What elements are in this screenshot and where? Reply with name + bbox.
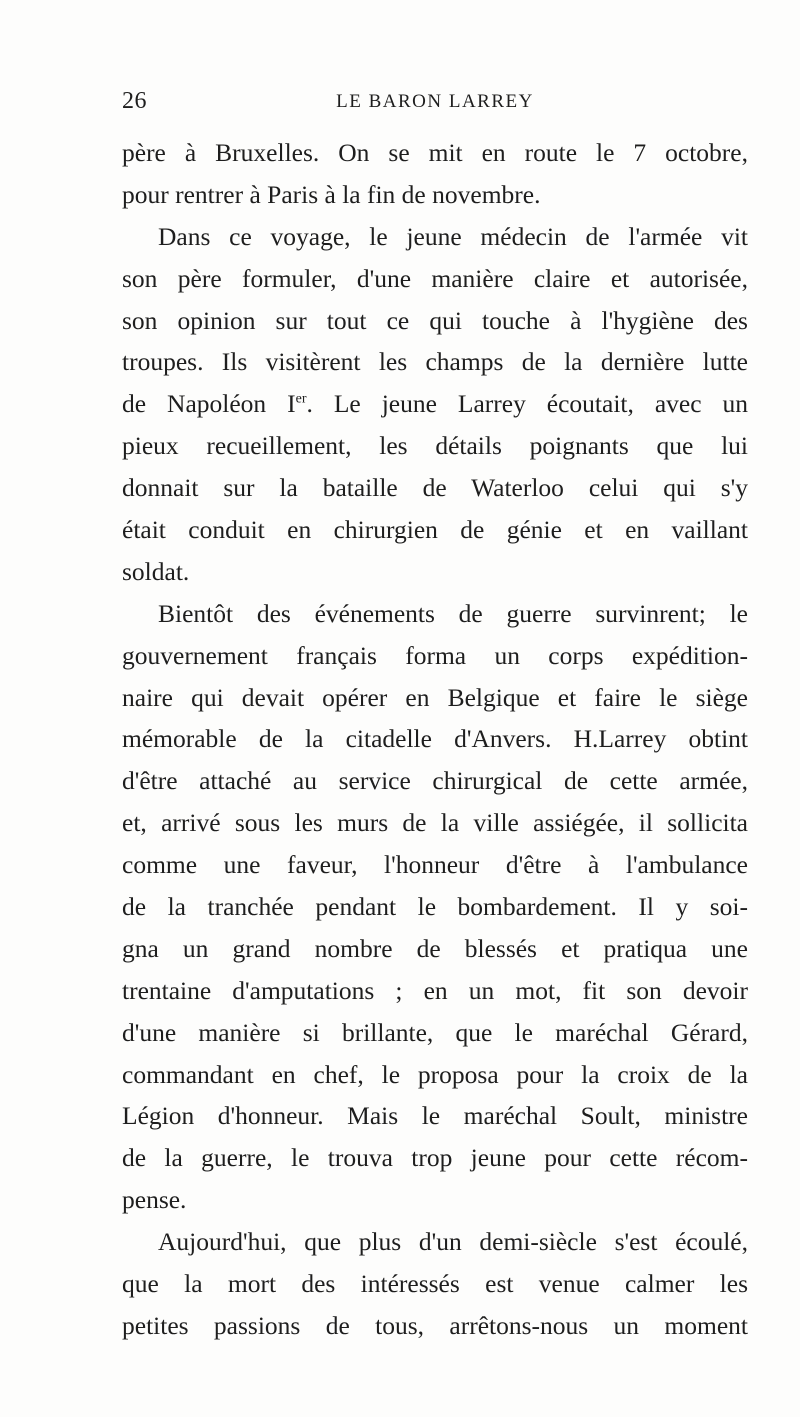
text-line: Légion d'honneur. Mais le maréchal Soult, ministre <box>122 1101 748 1131</box>
text-line: trentaine d'amputations ; en un mot, fit son devoir <box>122 975 748 1005</box>
text-line: de la tranchée pendant le bombardement. Il y soi- <box>122 892 748 922</box>
napoleon-suffix: . <box>306 389 313 419</box>
text-line: donnait sur la bataille de Waterloo celui qui s'y <box>122 473 748 503</box>
text-line: troupes. Ils visitèrent les champs de la dernière lutte <box>122 347 748 377</box>
text-line: petites passions de tous, arrêtons-nous un moment <box>122 1310 748 1340</box>
text-line: d'une manière si brillante, que le maréchal Gérard, <box>122 1017 748 1047</box>
napoleon-line-rest: Le jeune Larrey écoutait, avec un <box>333 389 749 419</box>
text-line: était conduit en chirurgien de génie et en vaillant <box>122 515 748 545</box>
text-line: d'être attaché au service chirurgical de cette armée, <box>122 766 748 796</box>
ordinal-superscript: er <box>295 391 307 407</box>
text-line: gouvernement français forma un corps expédition- <box>122 640 748 670</box>
text-line: commandant en chef, le proposa pour la croix de la <box>122 1059 748 1089</box>
napoleon-prefix: de Napoléon I <box>122 389 296 419</box>
text-line: mémorable de la citadelle d'Anvers. H.Larrey obtint <box>122 724 748 754</box>
text-line: son opinion sur tout ce qui touche à l'hygiène des <box>122 305 748 335</box>
running-head <box>122 88 748 118</box>
text-line: soldat. <box>122 556 190 586</box>
running-title: LE BARON LARREY <box>336 91 534 112</box>
text-line: gna un grand nombre de blessés et pratiqua une <box>122 933 748 963</box>
text-line-napoleon <box>122 383 748 425</box>
text-line: que la mort des intéressés est venue calmer les <box>122 1269 748 1299</box>
text-line: son père formuler, d'une manière claire et autorisée, <box>122 263 748 293</box>
text-line: Aujourd'hui, que plus d'un demi-siècle s'est écoulé, <box>158 1227 748 1257</box>
text-line: naire qui devait opérer en Belgique et faire le siège <box>122 682 748 712</box>
text-line: comme une faveur, l'honneur d'être à l'ambulance <box>122 850 748 880</box>
body-text <box>122 132 748 1347</box>
text-line: et, arrivé sous les murs de la ville assiégée, il sollicita <box>122 808 748 838</box>
text-line: Dans ce voyage, le jeune médecin de l'armée vit <box>158 221 748 251</box>
text-line: pour rentrer à Paris à la fin de novembre. <box>122 179 541 209</box>
text-line: père à Bruxelles. On se mit en route le 7 octobre, <box>122 138 748 167</box>
page-number: 26 <box>122 88 147 114</box>
text-line: pense. <box>122 1185 187 1215</box>
text-line: pieux recueillement, les détails poignants que lui <box>122 431 748 461</box>
text-line: Bientôt des événements de guerre survinrent; le <box>158 598 748 628</box>
text-line: de la guerre, le trouva trop jeune pour cette récom- <box>122 1143 748 1173</box>
